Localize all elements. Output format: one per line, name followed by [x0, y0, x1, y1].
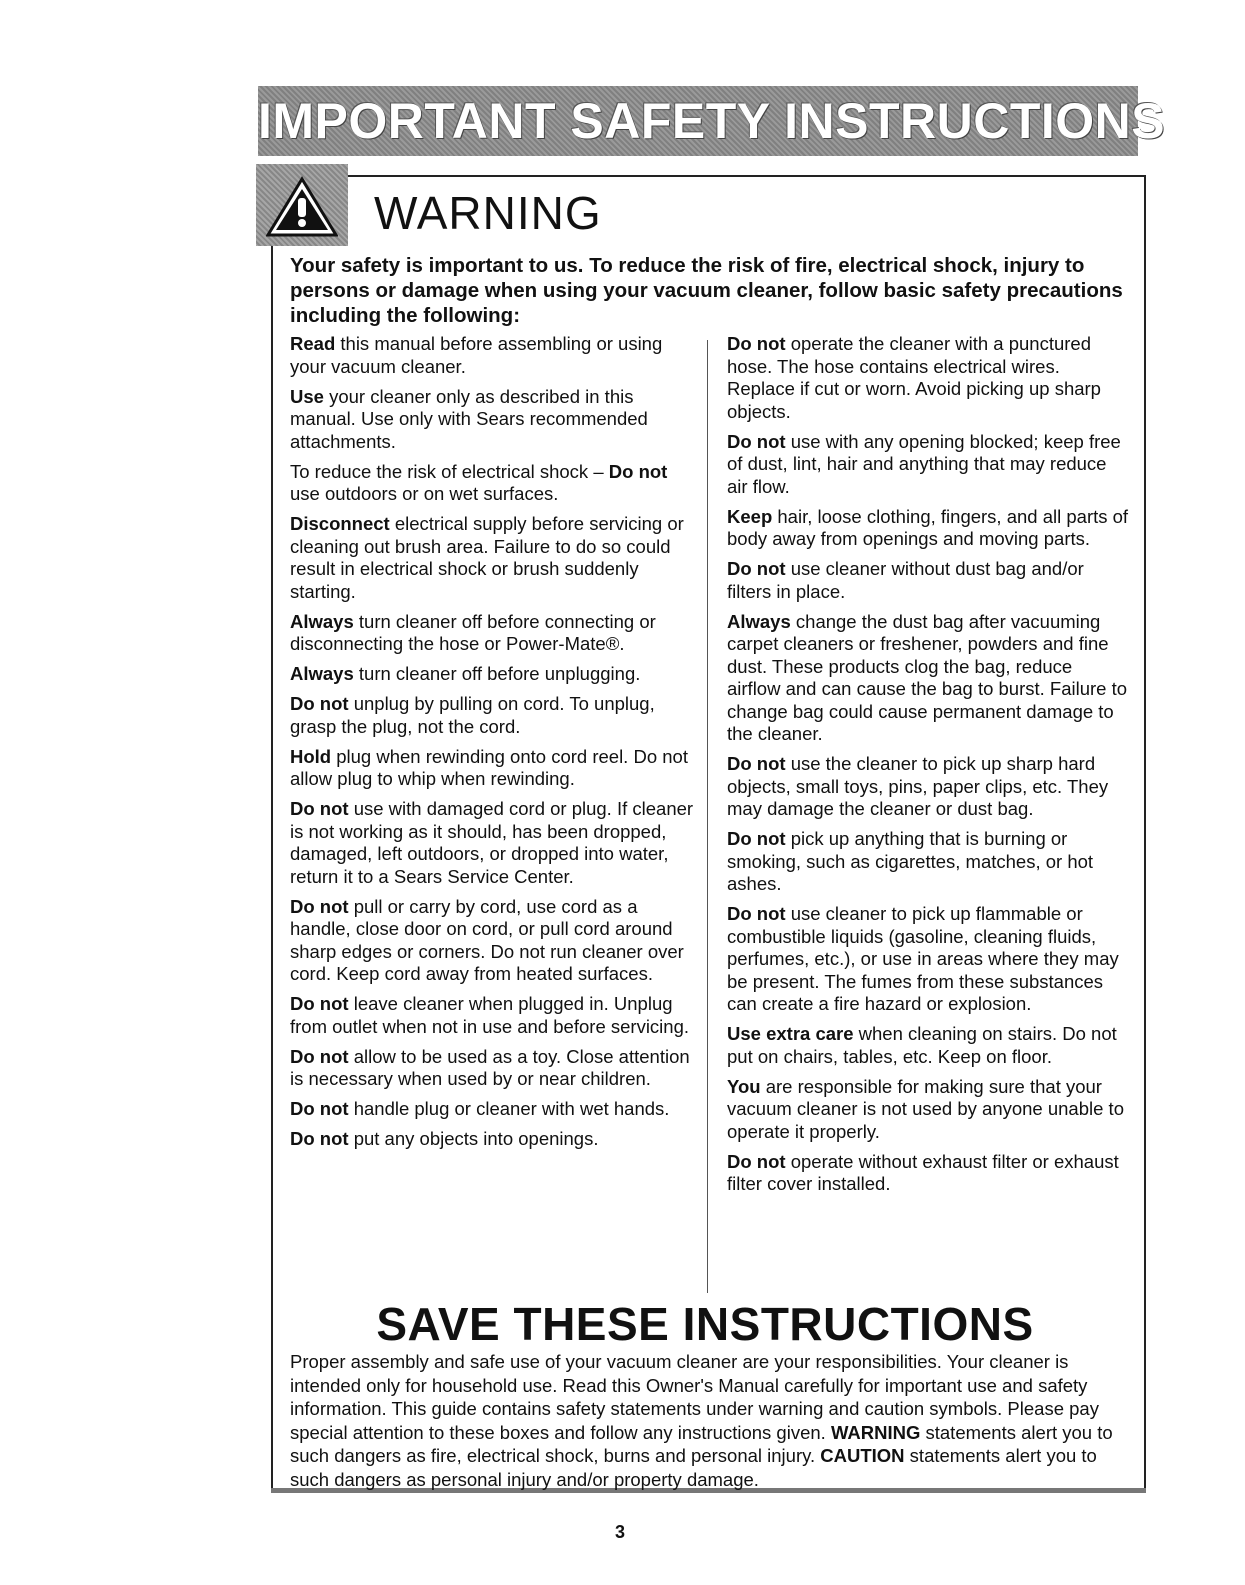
intro-text: Your safety is important to us. To reduce the risk of fire, electrical shock, injury to persons or damage when using your vacuum cleaner, follow basic safety precautions including the following: [290, 254, 1123, 327]
item-lead: Do not [727, 1150, 786, 1172]
item-lead: Do not [290, 693, 349, 714]
footer-text-2: statements alert you to such dangers as fire, electrical shock, burns and personal injury. [290, 1421, 1113, 1466]
right-item [727, 558, 1130, 603]
warning-heading: WARNING [374, 187, 602, 239]
item-text: To reduce the risk of electrical shock – [290, 460, 609, 482]
item-lead-2: Do not [608, 460, 668, 482]
right-item [727, 333, 1130, 423]
item-lead: Do not [727, 333, 786, 354]
right-item [727, 1151, 1130, 1196]
item-lead: Do not [290, 895, 349, 917]
right-item [727, 506, 1130, 551]
item-text: hair, loose clothing, fingers, and all parts of body away from openings and moving parts. [727, 505, 1129, 549]
item-text: your cleaner only as described in this manual. Use only with Sears recommended attachments. [290, 385, 648, 452]
right-item [727, 828, 1130, 896]
right-item [727, 431, 1130, 499]
right-item [727, 903, 1130, 1016]
safety-banner: IMPORTANT SAFETY INSTRUCTIONS [258, 86, 1138, 156]
footer-warning-word: WARNING [830, 1421, 921, 1443]
left-item [290, 386, 695, 454]
item-lead: Hold [290, 745, 332, 767]
item-text: electrical supply before servicing or cleaning out brush area. Failure to do so could result in electrical shock or brush suddenly starting. [290, 513, 684, 602]
item-text: pull or carry by cord, use cord as a handle, close door on cord, or pull cord around sharp edges or corners. Do not run cleaner over cord. Keep cord away from heated surfaces. [290, 895, 684, 984]
footer-paragraph [290, 1350, 1125, 1491]
item-text: use with any opening blocked; keep free of dust, lint, hair and anything that may reduce air flow. [727, 430, 1121, 497]
item-lead: You [727, 1075, 761, 1097]
left-item [290, 746, 695, 791]
item-lead: Do not [727, 558, 786, 579]
right-item [727, 1076, 1130, 1144]
item-text: change the dust bag after vacuuming carpet cleaners or freshener, powders and fine dust. These products clog the bag, reduce airflow and can cause the bag to burst. Failure to change bag could cause permanent damage to the cleaner. [727, 610, 1128, 744]
item-text: this manual before assembling or using your vacuum cleaner. [290, 333, 663, 377]
column-divider [707, 340, 708, 1293]
item-lead: Use [290, 385, 324, 407]
left-column [290, 333, 695, 1158]
item-lead: Do not [727, 753, 786, 774]
item-lead: Do not [290, 798, 349, 819]
left-item [290, 1128, 695, 1151]
item-lead: Do not [727, 903, 786, 924]
left-item [290, 461, 695, 506]
item-lead: Always [290, 663, 354, 684]
right-item [727, 611, 1130, 746]
save-instructions-heading: SAVE THESE INSTRUCTIONS [376, 1298, 1034, 1350]
left-item [290, 333, 695, 378]
item-lead: Disconnect [290, 513, 390, 534]
right-item [727, 753, 1130, 821]
left-item [290, 993, 695, 1038]
page-number: 3 [614, 1522, 625, 1542]
footer-text-1: Proper assembly and safe use of your vacuum cleaner are your responsibilities. Your cleaner is intended only for household use. Read this Owner's Manual carefully for important use and safety information. This guide contains safety statements under warning and caution symbols. Please pay special attention to these boxes and follow any instructions given. [290, 1351, 1099, 1443]
left-item [290, 798, 695, 888]
left-item [290, 693, 695, 738]
right-item [727, 1023, 1130, 1068]
left-item [290, 513, 695, 603]
item-text: operate the cleaner with a punctured hose. The hose contains electrical wires. Replace if cut or worn. Avoid picking up sharp objects. [727, 333, 1101, 422]
item-lead: Do not [290, 1098, 349, 1119]
item-lead: Use extra care [727, 1023, 854, 1044]
left-item [290, 1098, 695, 1121]
item-text: are responsible for making sure that your vacuum cleaner is not used by anyone unable to operate it properly. [727, 1075, 1124, 1142]
item-text: when cleaning on stairs. Do not put on chairs, tables, etc. Keep on floor. [727, 1023, 1117, 1067]
right-column [727, 333, 1130, 1203]
item-lead: Read [290, 333, 336, 354]
item-lead: Always [727, 610, 791, 632]
left-item [290, 611, 695, 656]
item-lead: Do not [290, 1045, 349, 1067]
item-text: use cleaner without dust bag and/or filters in place. [727, 558, 1084, 602]
item-text: pick up anything that is burning or smoking, such as cigarettes, matches, or hot ashes. [727, 828, 1094, 894]
item-text: turn cleaner off before unplugging. [353, 663, 641, 684]
item-text: plug when rewinding onto cord reel. Do not allow plug to whip when rewinding. [290, 745, 688, 789]
item-lead: Do not [290, 993, 349, 1014]
left-item [290, 1046, 695, 1091]
item-text: handle plug or cleaner with wet hands. [348, 1098, 670, 1119]
left-item [290, 896, 695, 986]
left-item [290, 663, 695, 686]
item-lead: Always [290, 610, 354, 632]
item-text: use cleaner to pick up flammable or combustible liquids (gasoline, cleaning fluids, perfumes, etc.), or use in areas where they may be present. The fumes from these substances can create a fire hazard or explosion. [727, 903, 1119, 1014]
item-text: turn cleaner off before connecting or disconnecting the hose or Power-Mate®. [290, 610, 656, 654]
footer-text-3: statements alert you to such dangers as personal injury and/or property damage. [290, 1445, 1097, 1490]
item-text: use with damaged cord or plug. If cleaner is not working as it should, has been dropped, damaged, left outdoors, or dropped into water, return it to a Sears Service Center. [290, 798, 694, 887]
item-text: leave cleaner when plugged in. Unplug from outlet when not in use and before servicing. [290, 993, 690, 1037]
item-text: put any objects into openings. [348, 1128, 599, 1149]
item-text: unplug by pulling on cord. To unplug, grasp the plug, not the cord. [290, 693, 655, 737]
item-lead: Keep [727, 505, 773, 527]
item-lead: Do not [290, 1128, 349, 1149]
footer-caution-word: CAUTION [820, 1445, 905, 1466]
item-text: use the cleaner to pick up sharp hard objects, small toys, pins, paper clips, etc. They may damage the cleaner or dust bag. [727, 753, 1109, 819]
item-text: operate without exhaust filter or exhaust filter cover installed. [727, 1150, 1119, 1194]
item-text-2: use outdoors or on wet surfaces. [290, 483, 559, 504]
item-text: allow to be used as a toy. Close attention is necessary when used by or near children. [290, 1045, 690, 1089]
item-lead: Do not [727, 430, 786, 452]
warning-tab [256, 164, 348, 246]
warning-triangle-icon [266, 176, 338, 238]
item-lead: Do not [727, 828, 786, 849]
